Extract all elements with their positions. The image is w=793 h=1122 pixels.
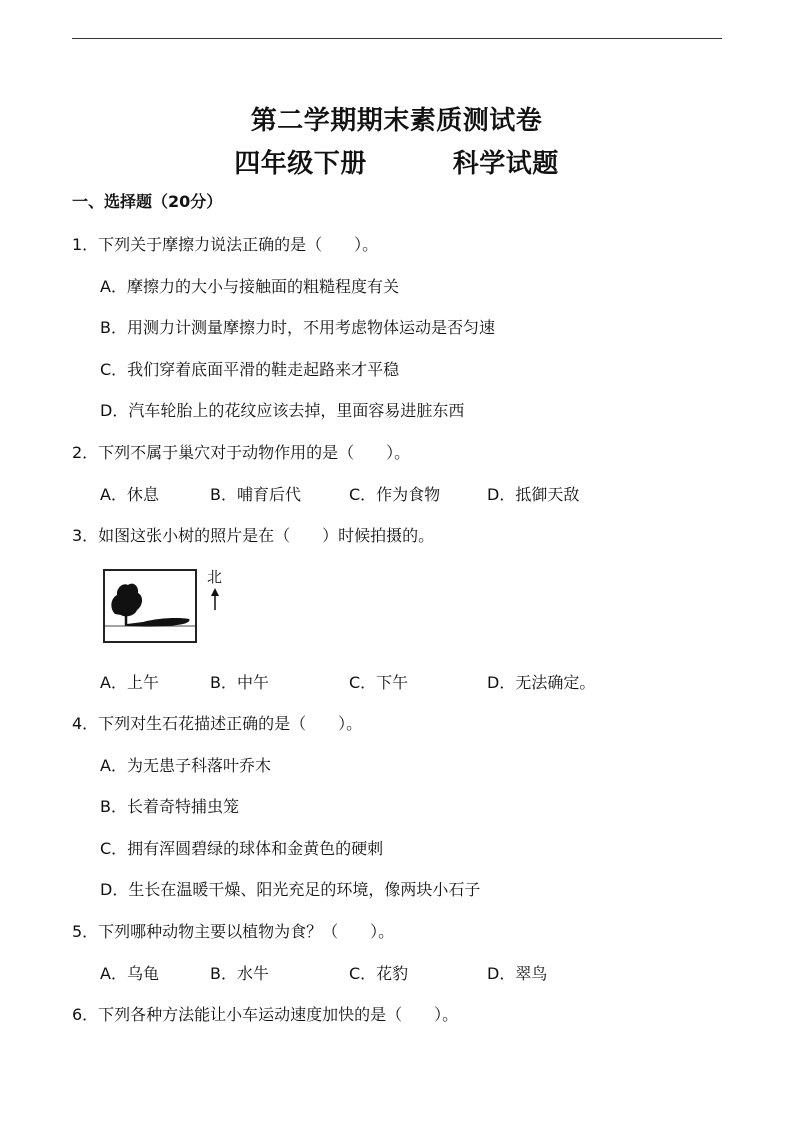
question-3-option-b: B．中午	[210, 673, 269, 692]
question-4-stem: 4．下列对生石花描述正确的是（ ）。	[72, 714, 363, 733]
header-rule	[72, 38, 722, 39]
question-4-option-a: A．为无患子科落叶乔木	[100, 756, 271, 775]
north-label: 北	[207, 568, 223, 586]
question-3-option-d: D．无法确定。	[487, 673, 596, 692]
question-4-option-b: B．长着奇特捕虫笼	[100, 797, 239, 816]
question-3-stem: 3．如图这张小树的照片是在（ ）时候拍摄的。	[72, 526, 435, 545]
tree-photo-illustration	[103, 568, 233, 648]
question-2-option-a: A．休息	[100, 485, 159, 504]
section-heading: 一、选择题（20分）	[72, 192, 223, 211]
question-2-option-c: C．作为食物	[349, 485, 441, 504]
question-5-option-c: C．花豹	[349, 964, 409, 983]
question-1-option-a: A．摩擦力的大小与接触面的粗糙程度有关	[100, 277, 399, 296]
question-5-stem: 5．下列哪种动物主要以植物为食？（ ）。	[72, 922, 395, 941]
question-4-option-c: C．拥有浑圆碧绿的球体和金黄色的硬刺	[100, 839, 384, 858]
tree-canopy	[111, 584, 142, 617]
question-5-option-a: A．乌龟	[100, 964, 159, 983]
question-5-option-d: D．翠鸟	[487, 964, 548, 983]
question-1-stem: 1．下列关于摩擦力说法正确的是（ ）。	[72, 235, 379, 254]
question-4-option-d: D．生长在温暖干燥、阳光充足的环境，像两块小石子	[100, 880, 481, 899]
question-6-stem: 6．下列各种方法能让小车运动速度加快的是（ ）。	[72, 1005, 459, 1024]
question-5-option-b: B．水牛	[210, 964, 269, 983]
question-1-option-b: B．用测力计测量摩擦力时，不用考虑物体运动是否匀速	[100, 318, 495, 337]
question-3-option-a: A．上午	[100, 673, 159, 692]
page-subtitle: 四年级下册 科学试题	[234, 149, 559, 179]
question-1-option-c: C．我们穿着底面平滑的鞋走起路来才平稳	[100, 360, 400, 379]
question-2-option-d: D．抵御天敌	[487, 485, 580, 504]
question-2-stem: 2．下列不属于巢穴对于动物作用的是（ ）。	[72, 443, 411, 462]
north-arrow-icon	[211, 588, 219, 596]
question-2-option-b: B．哺育后代	[210, 485, 301, 504]
question-1-option-d: D．汽车轮胎上的花纹应该去掉，里面容易进脏东西	[100, 401, 465, 420]
tree-shadow-figure	[103, 568, 233, 648]
tree-shadow	[127, 618, 190, 627]
question-3-option-c: C．下午	[349, 673, 409, 692]
page-title: 第二学期期末素质测试卷	[250, 106, 543, 136]
